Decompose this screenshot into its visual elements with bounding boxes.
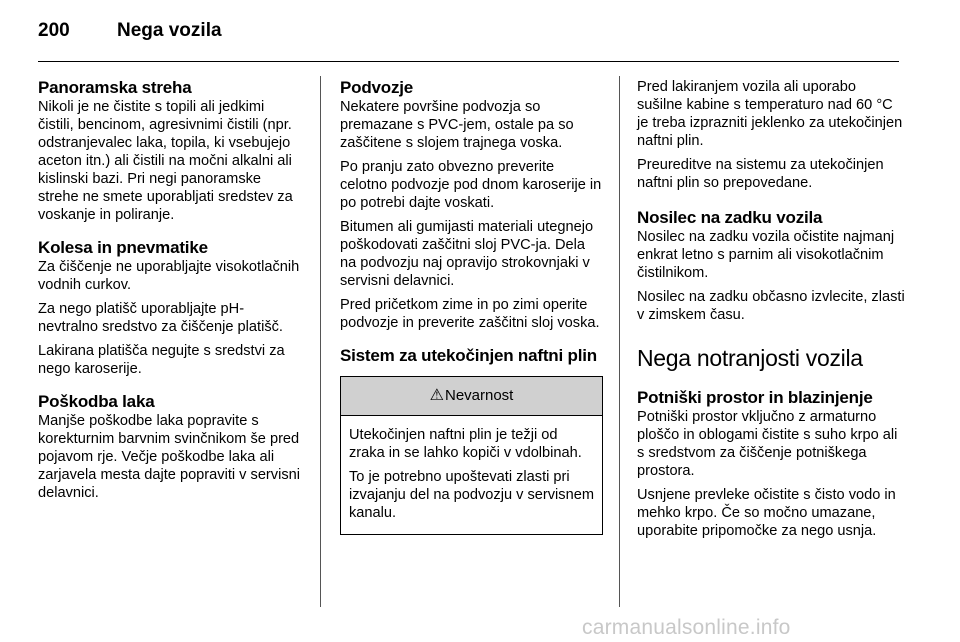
column-divider: [619, 76, 620, 607]
heading-panoramic-roof: Panoramska streha: [38, 78, 192, 97]
heading-interior-care: Nega notranjosti vozila: [637, 345, 863, 371]
paragraph: Nosilec na zadku vozila očistite najmanj enkrat letno s parnim ali visokotlačnim čistilnikom.: [637, 229, 895, 281]
paragraph: Pred lakiranjem vozila ali uporabo sušilne kabine s temperaturo nad 60 °C je treba izprazniti jeklenko za utekočinjen naftni plin.: [637, 79, 903, 149]
warning-icon: ⚠: [429, 387, 444, 404]
warning-paragraph: To je potrebno upoštevati zlasti pri izvajanju del na podvozju v servisnem kanalu.: [349, 469, 594, 521]
heading-wheels-tyres: Kolesa in pnevmatike: [38, 238, 208, 257]
column-left: [38, 78, 303, 508]
warning-title: Nevarnost: [444, 387, 514, 404]
paragraph: Za čiščenje ne uporabljajte visokotlačnih vodnih curkov.: [38, 259, 300, 293]
heading-passenger-compartment: Potniški prostor in blazinjenje: [637, 388, 873, 407]
heading-paint-damage: Poškodba laka: [38, 392, 155, 411]
watermark: carmanualsonline.info: [582, 616, 791, 639]
paragraph: Po pranju zato obvezno preverite celotno podvozje pod dnom karoserije in po potrebi dajte voskati.: [340, 159, 602, 211]
column-right: [637, 78, 905, 546]
page-number: 200: [38, 20, 70, 41]
paragraph: Usnjene prevleke očistite s čisto vodo in mehko krpo. Če so močno umazane, uporabite pripomočke za nego usnja.: [637, 487, 896, 539]
paragraph: Nikoli je ne čistite s topili ali jedkimi čistili, bencinom, agresivnimi čistili (npr. odstranjevalec laka, topila, ki vsebujejo aceton itn.) ali čistili na močni alkalni ali kislinski bazi. Pri negi panoramske strehe ne smete uporabljati sredstev za voskanje in poliranje.: [38, 99, 293, 223]
heading-lpg-system: Sistem za utekočinjen naftni plin: [340, 346, 597, 365]
warning-header: [341, 377, 602, 416]
paragraph: Lakirana platišča negujte s sredstvi za nego karoserije.: [38, 343, 285, 377]
paragraph: Preureditve na sistemu za utekočinjen naftni plin so prepovedane.: [637, 157, 884, 191]
paragraph: Bitumen ali gumijasti materiali utegnejo poškodovati zaščitni sloj PVC-ja. Dela na podvozju naj opravijo strokovnjaki v servisni delavnici.: [340, 219, 594, 289]
paragraph: Nekatere površine podvozja so premazane s PVC-jem, ostale pa so zaščitene s slojem trajnega voska.: [340, 99, 574, 151]
header-rule: [38, 61, 899, 62]
heading-underbody: Podvozje: [340, 78, 414, 97]
paragraph: Nosilec na zadku občasno izvlecite, zlasti v zimskem času.: [637, 289, 905, 323]
paragraph: Za nego platišč uporabljajte pH-nevtralno sredstvo za čiščenje platišč.: [38, 301, 283, 335]
column-middle: [340, 78, 603, 535]
warning-paragraph: Utekočinjen naftni plin je težji od zraka in se lahko kopiči v vdolbinah.: [349, 427, 582, 461]
paragraph: Manjše poškodbe laka popravite s korekturnim barvnim svinčnikom še pred pojavom rje. Večje poškodbe laka ali zarjavela mesta dajte popraviti v servisni delavnici.: [38, 413, 300, 501]
warning-box: [340, 376, 603, 535]
warning-body: [341, 416, 602, 534]
paragraph: Pred pričetkom zime in po zimi operite podvozje in preverite zaščitni sloj voska.: [340, 297, 600, 331]
page-title: Nega vozila: [117, 20, 222, 41]
paragraph: Potniški prostor vključno z armaturno ploščo in oblogami čistite s suho krpo ali s sredstvom za čiščenje potniškega prostora.: [637, 409, 898, 479]
heading-rear-carrier: Nosilec na zadku vozila: [637, 208, 823, 227]
column-divider: [320, 76, 321, 607]
